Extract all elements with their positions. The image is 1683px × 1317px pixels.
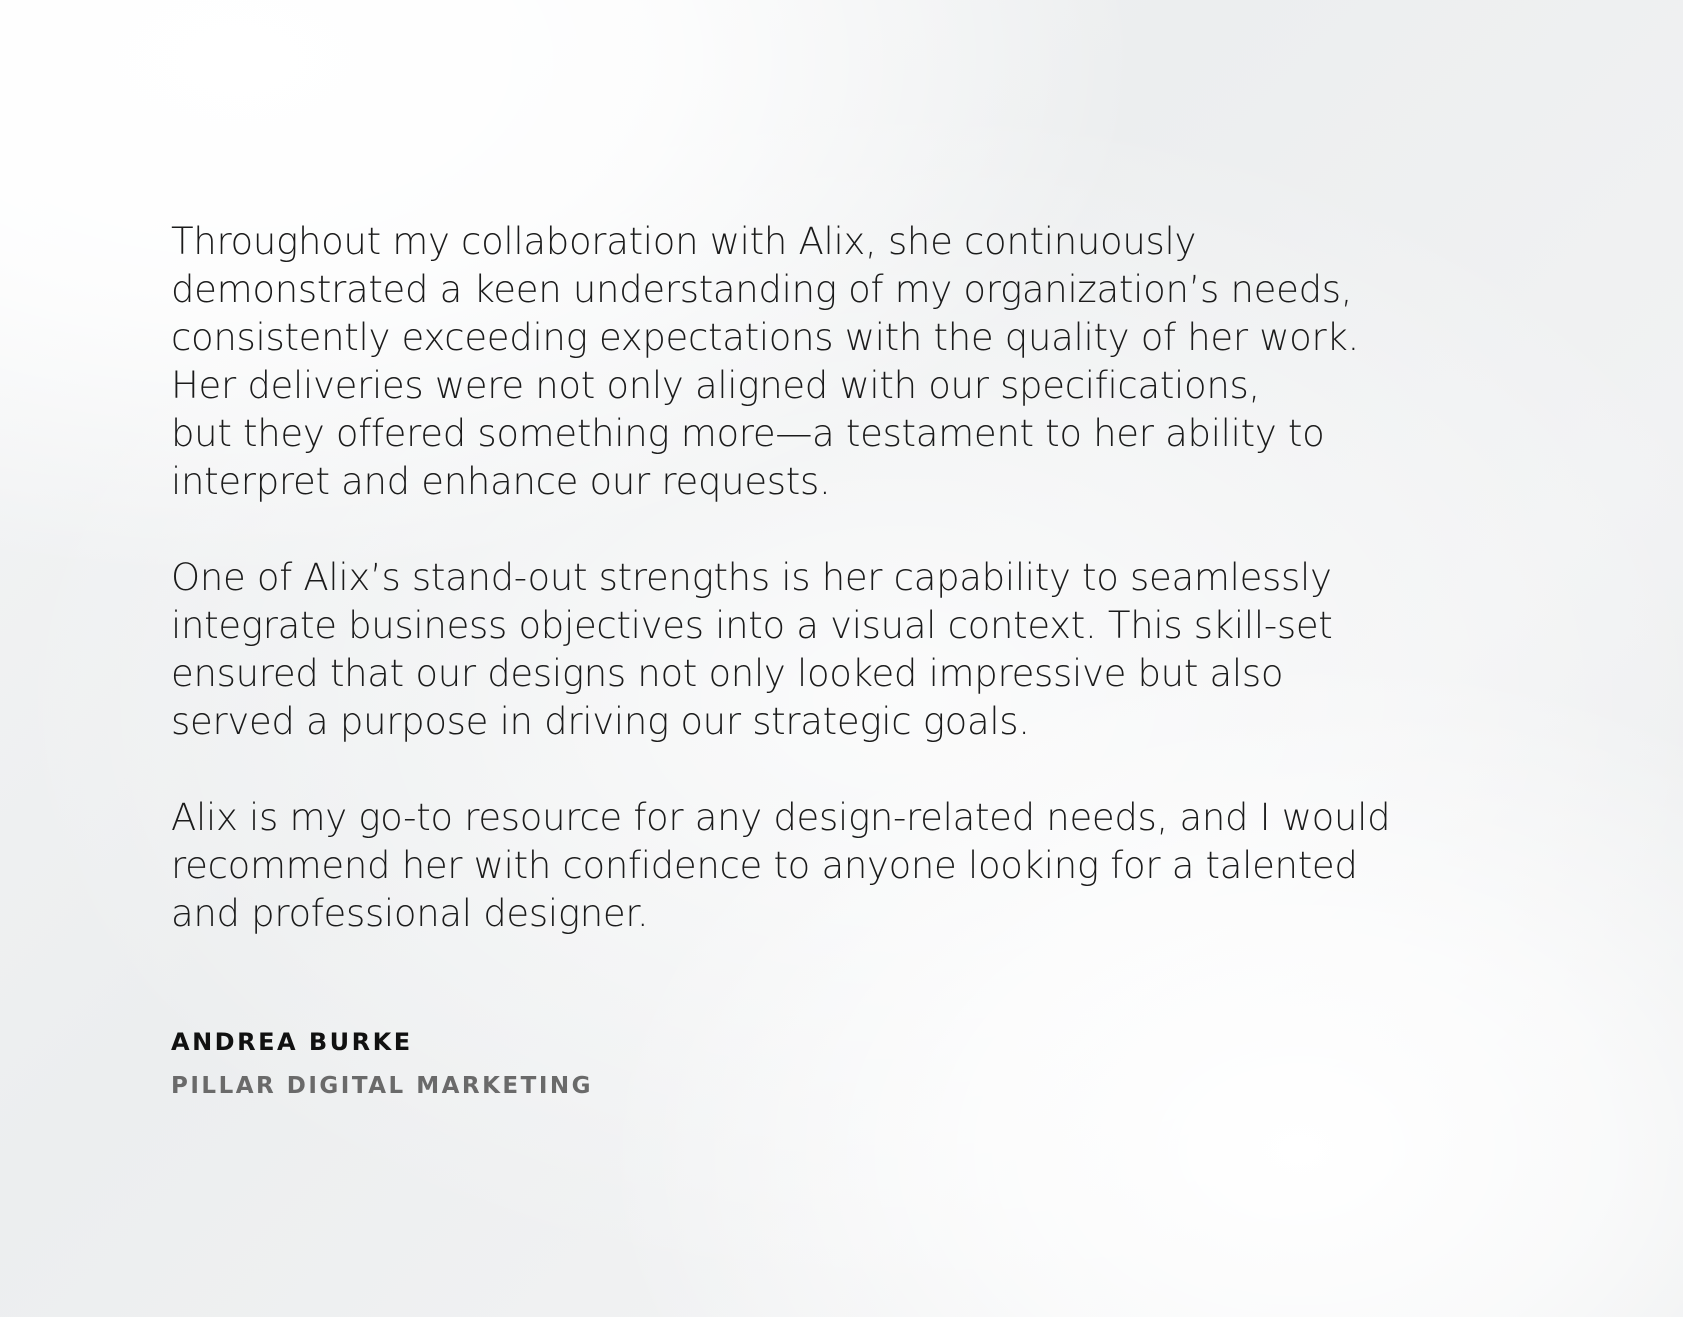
author-company: PILLAR DIGITAL MARKETING xyxy=(171,1073,594,1099)
paragraph-line: ensured that our designs not only looked impressive but also xyxy=(171,652,1284,695)
paragraph-line: integrate business objectives into a visual context. This skill-set xyxy=(171,604,1333,647)
paragraph-line: Alix is my go-to resource for any design-related needs, and I would xyxy=(171,796,1391,839)
testimonial-paragraph-2 xyxy=(171,554,1521,746)
testimonial-paragraph-1 xyxy=(171,218,1521,506)
paragraph-line: demonstrated a keen understanding of my organization’s needs, xyxy=(171,268,1353,311)
author-name: ANDREA BURKE xyxy=(171,1028,413,1056)
paragraph-line: One of Alix’s stand-out strengths is her capability to seamlessly xyxy=(171,556,1332,599)
paragraph-line: Throughout my collaboration with Alix, she continuously xyxy=(171,220,1197,263)
paragraph-line: but they offered something more—a testament to her ability to xyxy=(171,412,1325,455)
paragraph-line: consistently exceeding expectations with the quality of her work. xyxy=(171,316,1360,359)
testimonial-body xyxy=(171,218,1521,986)
paragraph-line: interpret and enhance our requests. xyxy=(171,460,831,503)
paragraph-line: recommend her with confidence to anyone looking for a talented xyxy=(171,844,1358,887)
testimonial-paragraph-3 xyxy=(171,794,1521,938)
paragraph-line: served a purpose in driving our strategic goals. xyxy=(171,700,1030,743)
signature-block xyxy=(171,1026,593,1102)
paragraph-line: Her deliveries were not only aligned with our specifications, xyxy=(171,364,1260,407)
paragraph-line: and professional designer. xyxy=(171,892,649,935)
